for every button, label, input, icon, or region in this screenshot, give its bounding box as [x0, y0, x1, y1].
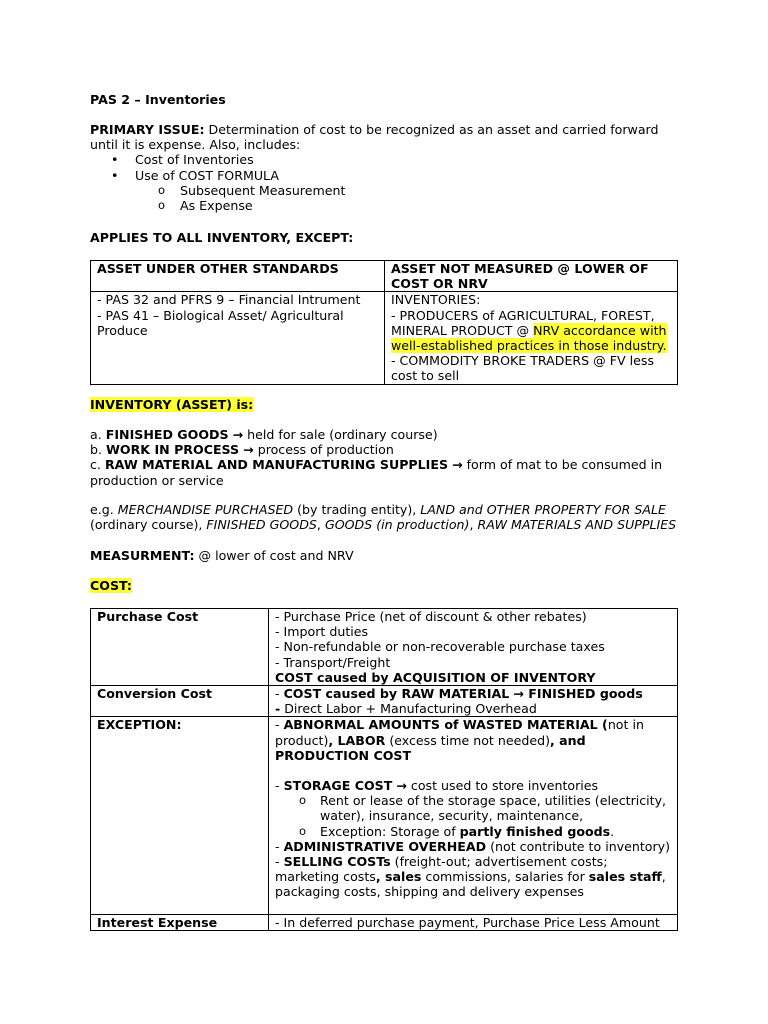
primary-bullets	[90, 152, 680, 182]
cell-line: - COST caused by RAW MATERIAL → FINISHED goods	[275, 686, 643, 702]
except-col1-header: ASSET UNDER OTHER STANDARDS	[91, 261, 385, 292]
document-title: PAS 2 – Inventories	[90, 92, 226, 107]
inventory-heading: INVENTORY (ASSET) is:	[90, 397, 254, 412]
cell-line: - STORAGE COST → cost used to store inventories	[275, 778, 599, 794]
measurement: MEASURMENT: @ lower of cost and NRV	[90, 548, 354, 563]
cell-line: - COMMODITY BROKE TRADERS @ FV less cost to sell	[391, 353, 654, 384]
list-item: • Cost of Inventories	[90, 152, 680, 167]
list-item: o Rent or lease of the storage space, utilities (electricity, water), insurance, security, maintenance,	[275, 793, 671, 823]
cell-line: - Direct Labor + Manufacturing Overhead	[275, 701, 537, 717]
table-row	[91, 609, 678, 686]
table-row	[91, 914, 678, 930]
cell-line: COST caused by ACQUISITION OF INVENTORY	[275, 669, 596, 685]
cell-line: - Import duties	[275, 624, 369, 640]
except-col1-cell	[91, 292, 385, 384]
list-item: o As Expense	[90, 198, 680, 213]
cost-row-label: EXCEPTION:	[91, 717, 269, 914]
applies-heading: APPLIES TO ALL INVENTORY, EXCEPT:	[90, 230, 354, 245]
cell-line: - PAS 41 – Biological Asset/ Agricultural Produce	[97, 307, 344, 338]
table-row	[91, 292, 678, 384]
examples-paragraph: e.g. MERCHANDISE PURCHASED (by trading entity), LAND and OTHER PROPERTY FOR SALE (ordinary course), FINISHED GOODS, GOODS (in production), RAW MATERIALS AND SUPPLIES	[90, 502, 677, 533]
cell-line: - Purchase Price (net of discount & other rebates)	[275, 609, 587, 624]
cost-row-content	[269, 686, 678, 717]
inventory-list	[90, 427, 680, 488]
list-item: a. FINISHED GOODS → held for sale (ordinary course)	[90, 427, 438, 442]
cell-line: - In deferred purchase payment, Purchase Price Less Amount	[275, 914, 660, 930]
cost-row-label: Conversion Cost	[91, 686, 269, 717]
cost-row-content	[269, 609, 678, 686]
primary-issue	[90, 122, 680, 213]
cell-line: INVENTORIES:	[391, 292, 481, 308]
cost-row-label: Interest Expense	[91, 914, 269, 930]
cell-line: - ADMINISTRATIVE OVERHEAD (not contribute to inventory)	[275, 838, 671, 854]
cost-row-content	[269, 914, 678, 930]
list-item: • Use of COST FORMULA	[90, 168, 680, 183]
table-row	[91, 686, 678, 717]
list-item: c. RAW MATERIAL AND MANUFACTURING SUPPLIES → form of mat to be consumed in production or service	[90, 457, 663, 488]
cost-heading: COST:	[90, 578, 132, 593]
cell-line: - Transport/Freight	[275, 654, 391, 670]
primary-issue-text: Determination of cost to be recognized as an asset and carried forward until it is expense. Also, includes:	[90, 122, 659, 153]
cell-line: - PRODUCERS of AGRICULTURAL, FOREST, MINERAL PRODUCT @ NRV accordance with well-established practices in those industry.	[391, 307, 667, 354]
primary-issue-label: PRIMARY ISSUE:	[90, 122, 205, 137]
cell-line: - PAS 32 and PFRS 9 – Financial Intrument	[97, 292, 361, 308]
cell-line: - ABNORMAL AMOUNTS of WASTED MATERIAL (not in product), LABOR (excess time not needed), and PRODUCTION COST	[275, 717, 644, 763]
list-item: o Exception: Storage of partly finished goods.	[275, 824, 671, 839]
table-row	[91, 261, 678, 292]
except-col2-cell	[385, 292, 678, 384]
table-row	[91, 717, 678, 914]
cost-table	[90, 608, 678, 931]
list-item: o Subsequent Measurement	[90, 183, 680, 198]
except-col2-header: ASSET NOT MEASURED @ LOWER OF COST OR NRV	[385, 261, 678, 292]
highlighted-text: NRV accordance with well-established practices in those industry.	[391, 322, 667, 354]
cost-row-label: Purchase Cost	[91, 609, 269, 686]
except-table	[90, 260, 678, 385]
cell-line: - Non-refundable or non-recoverable purchase taxes	[275, 639, 605, 655]
list-item: b. WORK IN PROCESS → process of production	[90, 442, 394, 458]
primary-sub-bullets	[90, 183, 680, 213]
storage-sub-list	[275, 793, 671, 839]
cost-row-content	[269, 717, 678, 914]
cell-line: - SELLING COSTs (freight-out; advertisement costs; marketing costs, sales commissions, salaries for sales staff, packaging costs, shipping and delivery expenses	[275, 854, 666, 900]
